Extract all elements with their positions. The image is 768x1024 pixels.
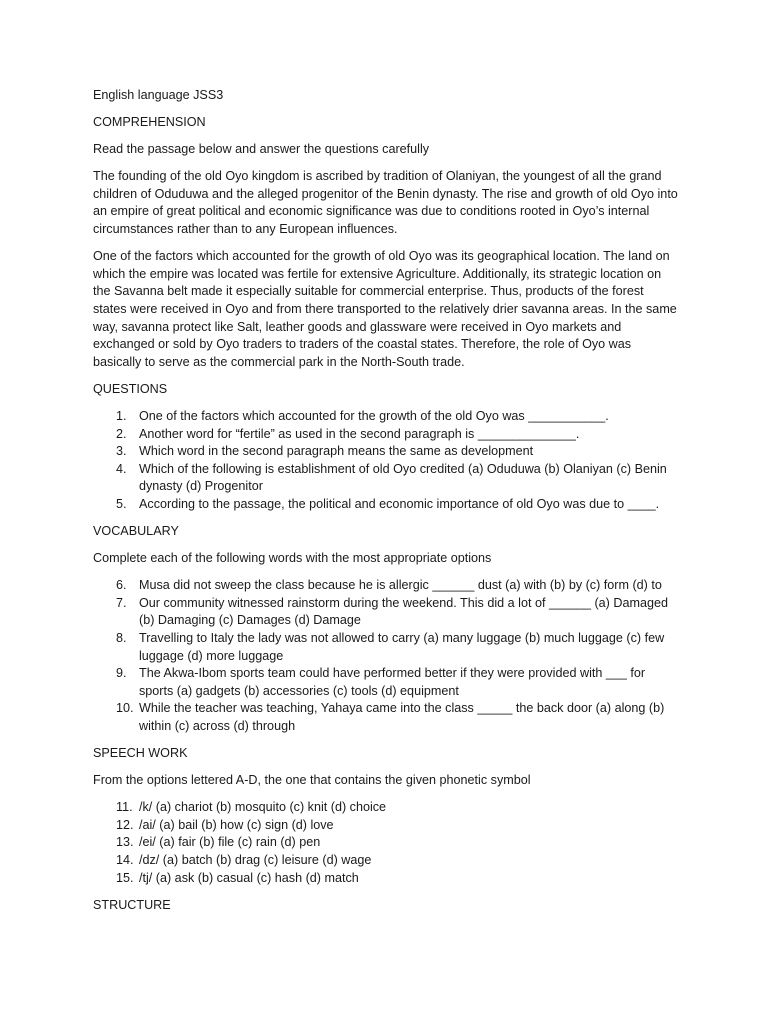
item-number: 12. [116, 817, 134, 832]
list-item [93, 817, 678, 835]
list-item [93, 577, 678, 595]
vocabulary-list [93, 577, 678, 735]
item-text: Which of the following is establishment of old Oyo credited (a) Oduduwa (b) Olaniyan (c) Benin dynasty (d) Progenitor [139, 461, 667, 494]
comprehension-heading: COMPREHENSION [93, 115, 206, 130]
questions-heading: QUESTIONS [93, 381, 168, 396]
document-title: English language JSS3 [93, 88, 224, 102]
document-page [93, 87, 678, 924]
item-text: Another word for “fertile” as used in the second paragraph is ______________. [139, 426, 580, 441]
item-number: 11. [116, 800, 133, 815]
item-number: 9. [116, 666, 127, 681]
item-number: 4. [116, 461, 127, 476]
list-item [93, 426, 678, 444]
item-text: While the teacher was teaching, Yahaya came into the class _____ the back door (a) along (b) within (c) across (d) through [139, 701, 665, 733]
item-text: According to the passage, the political and economic importance of old Oyo was due to ____. [139, 496, 660, 511]
passage-paragraph-1: The founding of the old Oyo kingdom is ascribed by tradition of Olaniyan, the youngest of all the grand children of Oduduwa and the alleged progenitor of the Benin dynasty. The rise and growth of old Oyo into an empire of great political and economic significance was due to conditions rooted in Oyo’s internal circumstances rather than to any European influences. [93, 169, 678, 237]
list-item [93, 799, 678, 817]
item-text: /tj/ (a) ask (b) casual (c) hash (d) match [139, 870, 359, 885]
item-number: 15. [116, 870, 134, 885]
item-number: 2. [116, 426, 127, 441]
item-number: 10. [116, 701, 134, 716]
speech-work-list [93, 799, 678, 887]
item-number: 5. [116, 496, 127, 511]
list-item [93, 496, 678, 514]
structure-heading: STRUCTURE [93, 897, 171, 912]
item-number: 8. [116, 630, 127, 645]
item-text: /k/ (a) chariot (b) mosquito (c) knit (d) choice [139, 800, 387, 815]
item-number: 14. [116, 852, 134, 867]
item-text: /ei/ (a) fair (b) file (c) rain (d) pen [139, 835, 321, 850]
list-item [93, 665, 678, 700]
list-item [93, 408, 678, 426]
list-item [93, 461, 678, 496]
item-text: The Akwa-Ibom sports team could have performed better if they were provided with ___ for sports (a) gadgets (b) accessories (c) tools (d) equipment [139, 666, 646, 698]
list-item [93, 630, 678, 665]
list-item [93, 834, 678, 852]
item-number: 6. [116, 578, 127, 593]
comprehension-instruction: Read the passage below and answer the questions carefully [93, 142, 430, 157]
item-text: /ai/ (a) bail (b) how (c) sign (d) love [139, 817, 334, 832]
item-number: 13. [116, 835, 134, 850]
list-item [93, 595, 678, 630]
item-text: Our community witnessed rainstorm during the weekend. This did a lot of ______ (a) Damaged (b) Damaging (c) Damages (d) Damage [139, 595, 668, 628]
list-item [93, 443, 678, 461]
item-text: Travelling to Italy the lady was not allowed to carry (a) many luggage (b) much luggage (c) few luggage (d) more luggage [139, 630, 665, 663]
vocabulary-instruction: Complete each of the following words with the most appropriate options [93, 551, 492, 566]
item-number: 7. [116, 595, 127, 610]
vocabulary-heading: VOCABULARY [93, 523, 179, 538]
item-number: 1. [116, 408, 127, 423]
speech-work-heading: SPEECH WORK [93, 746, 188, 760]
item-number: 3. [116, 444, 127, 459]
questions-list [93, 408, 678, 514]
list-item [93, 852, 678, 870]
item-text: Musa did not sweep the class because he is allergic ______ dust (a) with (b) by (c) form (d) to [139, 578, 662, 593]
speech-work-instruction: From the options lettered A-D, the one that contains the given phonetic symbol [93, 773, 531, 788]
item-text: Which word in the second paragraph means the same as development [139, 444, 534, 459]
list-item [93, 870, 678, 888]
item-text: One of the factors which accounted for the growth of the old Oyo was ___________. [139, 408, 609, 423]
passage-paragraph-2: One of the factors which accounted for the growth of old Oyo was its geographical location. The land on which the empire was located was fertile for extensive Agriculture. Additionally, its strategic location on the Savanna belt made it especially suitable for commercial enterprise. Thus, products of the forest states were received in Oyo and from there transported to the relatively drier savanna areas. In the same way, savanna protect like Salt, leather goods and glassware were received in Oyo markets and exchanged or sold by Oyo traders to traders of the coastal states. Therefore, the role of Oyo was basically to serve as the commercial park in the North-South trade. [93, 249, 677, 369]
item-text: /dz/ (a) batch (b) drag (c) leisure (d) wage [139, 852, 372, 867]
list-item [93, 700, 678, 735]
